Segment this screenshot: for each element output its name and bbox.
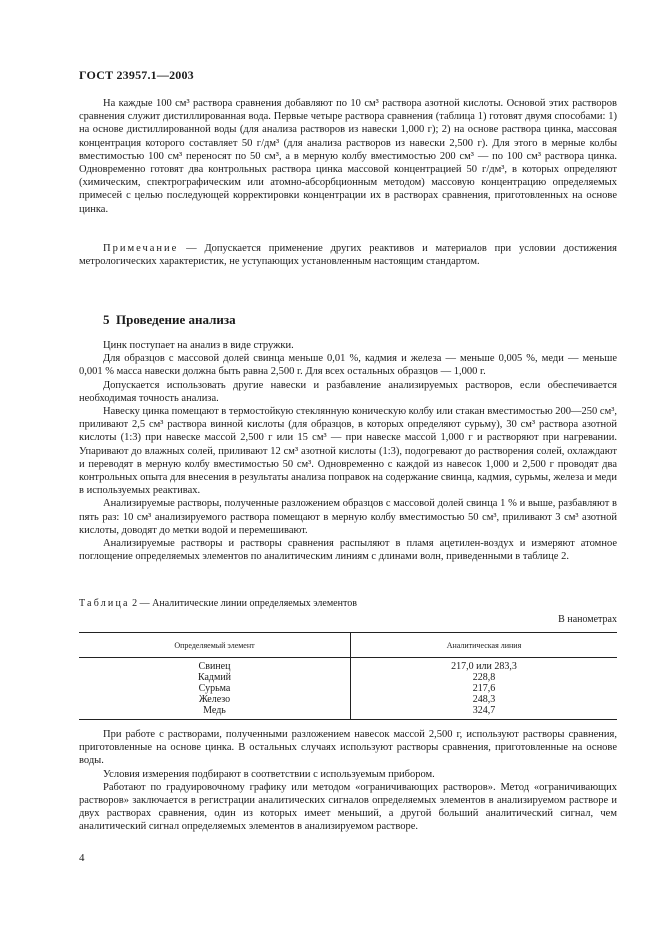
column-header-element: Определяемый элемент bbox=[79, 633, 351, 658]
paragraph: Анализируемые растворы и растворы сравнения распыляют в пламя ацетилен-воздух и измеряют атомное поглощение определяемых элементов по аналитическим линиям с длинами волн, приведенными в таблице 2. bbox=[79, 538, 617, 563]
intro-text bbox=[79, 97, 617, 216]
line-cell: 228,8 bbox=[472, 672, 496, 683]
paragraph: Работают по градуировочному графику или методом «ограничивающих растворов». Метод «ограничивающих растворов» заключается в регистрации аналитических сигналов определяемых элементов в анализируемом растворе и двух растворах сравнения, один из которых имеет меньший, а другой больший аналитический сигнал, чем аналитический сигнал определяемых элементов в анализируемом растворе. bbox=[79, 781, 617, 833]
paragraph: Допускается использовать другие навески и разбавление анализируемых растворов, если обеспечивается необходимая точность анализа. bbox=[79, 379, 617, 404]
element-cell: Кадмий bbox=[79, 672, 351, 683]
paragraph: Условия измерения подбирают в соответствии с используемым прибором. bbox=[103, 768, 435, 780]
table-header-row bbox=[79, 633, 617, 658]
table-caption bbox=[79, 598, 357, 609]
line-cell: 248,3 bbox=[472, 694, 496, 705]
section-title-text: Проведение анализа bbox=[116, 312, 236, 327]
column-header-line: Аналитическая линия bbox=[351, 633, 618, 658]
table-caption-label: Таблица bbox=[79, 598, 130, 609]
note-text: — Допускается применение других реактивов и материалов при условии достижения метрологических характеристик, не уступающих установленным настоящим стандартом. bbox=[79, 243, 617, 268]
table-row bbox=[79, 672, 617, 683]
section-number: 5 bbox=[103, 312, 110, 327]
note-paragraph bbox=[79, 242, 617, 268]
table-row bbox=[79, 658, 617, 673]
section-text bbox=[79, 339, 617, 563]
analytical-lines-table bbox=[79, 632, 617, 720]
table-row bbox=[79, 705, 617, 720]
line-cell: 324,7 bbox=[351, 705, 618, 720]
document-header: ГОСТ 23957.1—2003 bbox=[79, 68, 194, 82]
element-cell: Железо bbox=[79, 694, 351, 705]
line-cell: 217,0 или 283,3 bbox=[451, 661, 517, 672]
element-cell: Свинец bbox=[79, 658, 351, 673]
paragraph: Для образцов с массовой долей свинца меньше 0,01 %, кадмия и железа — меньше 0,005 %, меди — меньше 0,001 % масса навески должна быть равна 2,500 г. Для всех остальных образцов — 1,000 г. bbox=[79, 353, 617, 378]
paragraph: Цинк поступает на анализ в виде стружки. bbox=[103, 340, 294, 351]
paragraph: Навеску цинка помещают в термостойкую стеклянную коническую колбу или стакан вместимостью 200—250 см³, приливают 2,5 см³ раствора винной кислоты (для образцов, в которых определяют сурьму), 30 см³ раствора азотной кислоты (1:3) при навеске массой 2,500 г или 15 см³ — при навеске массой 1,000 г и растворяют при нагревании. Упаривают до влажных солей, приливают 12 см³ азотной кислоты (1:3), подогревают до растворения солей, охлаждают и переводят в мерную колбу вместимостью 50 см³. Одновременно с каждой из навесок 1,000 и 2,500 г проводят два контрольных опыта для внесения в результаты анализа поправок на содержание свинца, кадмия, сурьмы, железа и меди в используемых реактивах. bbox=[79, 406, 617, 497]
line-cell: 217,6 bbox=[472, 683, 496, 694]
element-cell: Сурьма bbox=[79, 683, 351, 694]
table-unit: В нанометрах bbox=[558, 614, 617, 625]
paragraph: На каждые 100 см³ раствора сравнения добавляют по 10 см³ раствора азотной кислоты. Основой этих растворов сравнения служит дистиллированная вода. Первые четыре раствора сравнения (таблица 1) готовят двумя способами: 1) на основе дистиллированной воды (для анализа растворов из навески 1,000 г); 2) на основе раствора цинка, массовая концентрация которого составляет 50 г/дм³ (для анализа растворов из навески 2,500 г). Для этого в мерные колбы вместимостью 100 см³ переносят по 50 см³, а в мерную колбу вместимостью 200 см³ — по 100 см³ раствора цинка. Одновременно готовят два контрольных раствора цинка массовой концентрацией 50 г/дм³, в которых определяют (химическим, спектрографическим или атомно-абсорбционным методом) массовую концентрацию определяемых примесей с целью последующей корректировки концентрации их в растворах сравнения, приготовленных на основе цинка. bbox=[79, 98, 617, 215]
table-row bbox=[79, 683, 617, 694]
paragraph: Анализируемые растворы, полученные разложением образцов с массовой долей свинца 1 % и выше, разбавляют в пять раз: 10 см³ анализируемого раствора помещают в мерную колбу вместимостью 50 см³, приливают 3 см³ азотной кислоты, доводят до метки водой и перемешивают. bbox=[79, 498, 617, 536]
table-row bbox=[79, 694, 617, 705]
section-title bbox=[103, 312, 236, 328]
page-number: 4 bbox=[79, 852, 85, 864]
paragraph: При работе с растворами, полученными разложением навесок массой 2,500 г, используют растворы сравнения, приготовленные на основе цинка. В остальных случаях используют растворы сравнения, приготовленные на основе воды. bbox=[79, 729, 617, 767]
note-label: Примечание bbox=[103, 243, 179, 254]
table-caption-text: 2 — Аналитические линии определяемых элементов bbox=[129, 598, 357, 609]
note bbox=[79, 242, 617, 268]
element-cell: Медь bbox=[79, 705, 351, 720]
closing-text bbox=[79, 728, 617, 834]
